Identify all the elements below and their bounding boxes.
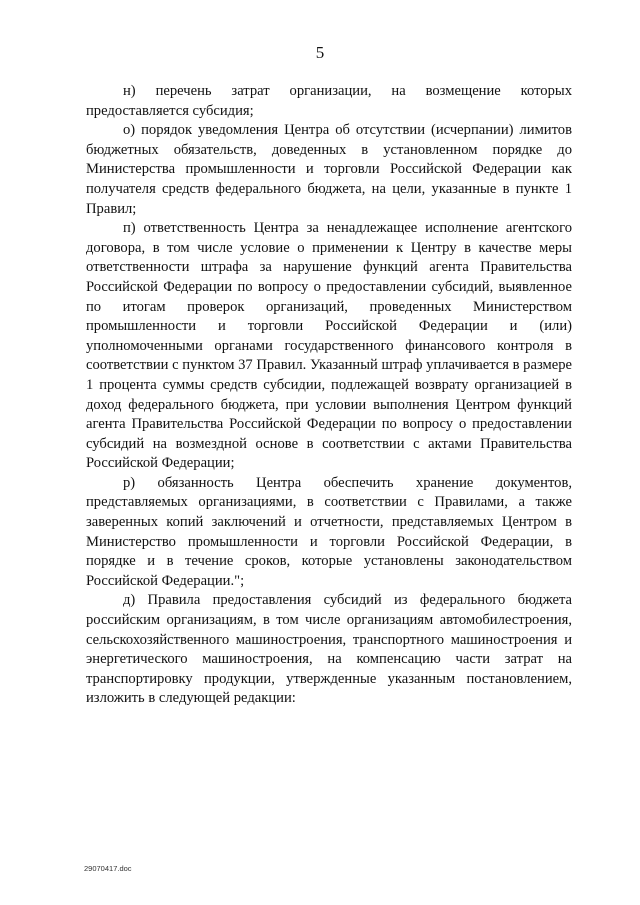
paragraph-o: о) порядок уведомления Центра об отсутствии (исчерпании) лимитов бюджетных обязательств, доведенных в установленном порядке до Министерства промышленности и торговли Российской Федерации как получателя средств федерального бюджета, на цели, указанные в пункте 1 Правил;: [86, 122, 572, 217]
paragraph-d: д) Правила предоставления субсидий из федерального бюджета российским организациям, в том числе организациям автомобилестроения, сельскохозяйственного машиностроения, транспортного машиностроения и энергетического машиностроения, на компенсацию части затрат на транспортировку продукции, утвержденные указанным постановлением, изложить в следующей редакции:: [86, 592, 572, 707]
page-number: 5: [315, 43, 325, 62]
paragraph-p: п) ответственность Центра за ненадлежащее исполнение агентского договора, в том числе условие о применении к Центру в качестве меры ответственности штрафа за нарушение функций агента Правительства Российской Федерации по вопросу о предоставлении субсидий, выявленное по итогам проверок организаций, проведенных Министерством промышленности и торговли Российской Федерации и (или) уполномоченными органами государственного финансового контроля в соответствии с пунктом 37 Правил. Указанный штраф уплачивается в размере 1 процента суммы средств субсидии, подлежащей возврату организацией в доход федерального бюджета, при условии выполнения Центром функций агента Правительства Российской Федерации по вопросу о предоставлении субсидий на возмездной основе в соответствии с актами Правительства Российской Федерации;: [86, 220, 573, 472]
paragraph-r: р) обязанность Центра обеспечить хранение документов, представляемых организациями, в соответствии с Правилами, а также заверенных копий заключений и отчетности, представляемых Центром в Министерство промышленности и торговли Российской Федерации, в порядке и в течение сроков, которые установлены законодательством Российской Федерации.";: [86, 474, 572, 589]
paragraph-n: н) перечень затрат организации, на возмещение которых предоставляется субсидия;: [86, 83, 572, 119]
footer-filename: 29070417.doc: [84, 864, 132, 873]
document-body: [86, 82, 572, 709]
